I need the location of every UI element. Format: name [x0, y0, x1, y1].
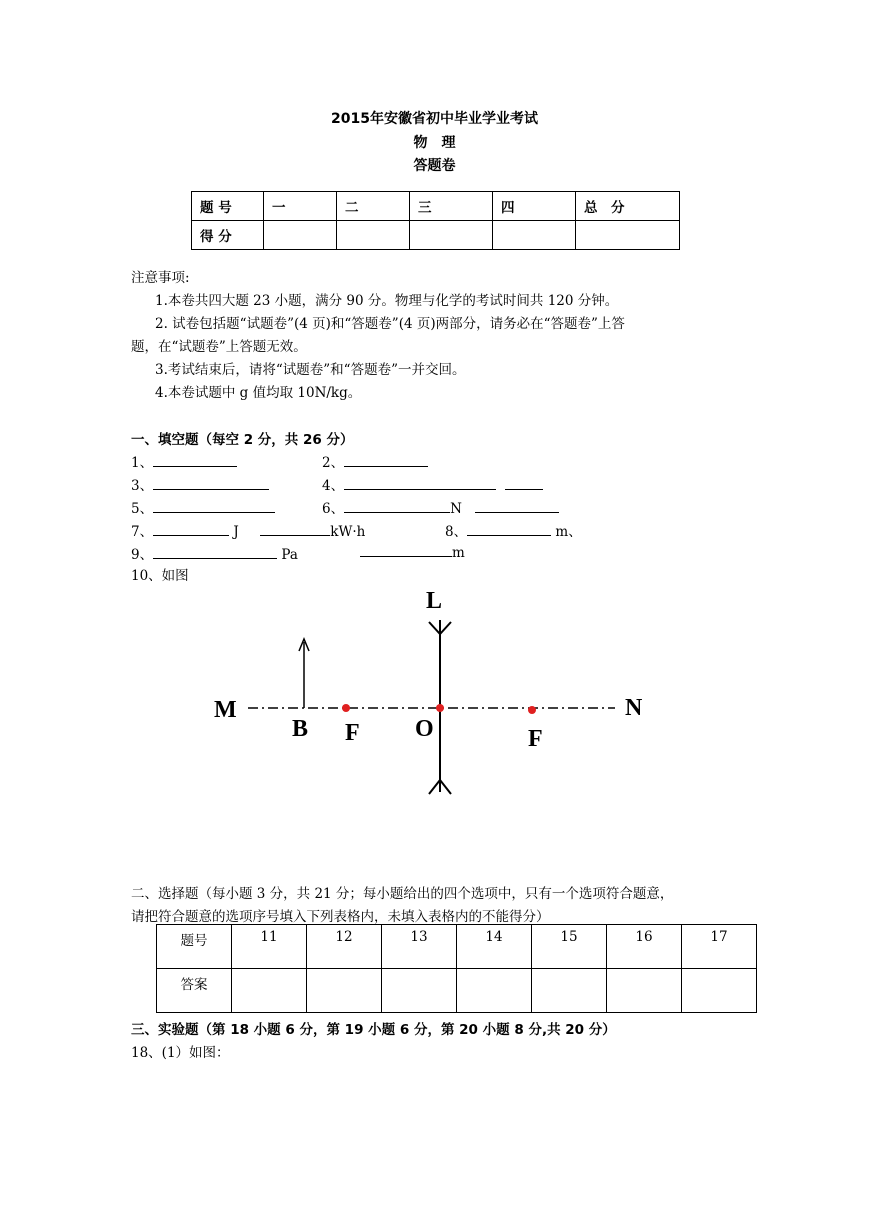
note-item: 2. 试卷包括题“试题卷”(4 页)和“答题卷”(4 页)两部分，请务必在“答题卷”上答: [155, 316, 625, 332]
exam-title: 2015年安徽省初中毕业学业考试: [331, 111, 538, 127]
question-number: 16: [607, 925, 682, 969]
q6-row: [322, 497, 559, 517]
label-B: B: [292, 716, 309, 742]
q9-row: [131, 543, 298, 563]
answer-cell[interactable]: [232, 969, 307, 1013]
answer-cell[interactable]: [532, 969, 607, 1013]
label-M: M: [214, 697, 237, 723]
question-number: 17: [682, 925, 757, 969]
q7-label: 7、: [131, 524, 154, 540]
section2-heading-line2: 请把符合题意的选项序号填入下列表格内，未填入表格内的不能得分）: [131, 909, 550, 925]
q2-blank[interactable]: [344, 453, 428, 467]
q7-row: [131, 520, 365, 540]
q5-blank[interactable]: [153, 499, 275, 513]
answer-row-label: 题号: [157, 925, 232, 969]
focal-point-right-dot: [528, 706, 536, 714]
q9-blank-1[interactable]: [153, 545, 277, 559]
note-item: 4.本卷试题中 g 值均取 10N/kg。: [155, 385, 362, 401]
q2-row: [322, 451, 428, 471]
q3-blank[interactable]: [153, 476, 269, 490]
q8-label: 8、: [445, 524, 468, 540]
score-header-cell: 二: [337, 192, 410, 221]
score-header-cell: 总 分: [576, 192, 680, 221]
note-item: 1.本卷共四大题 23 小题，满分 90 分。物理与化学的考试时间共 120 分钟。: [155, 293, 619, 309]
answer-cell[interactable]: [457, 969, 532, 1013]
q6-label: 6、: [322, 501, 345, 517]
sheet-type-title: 答题卷: [413, 158, 456, 174]
score-row-label: 得 分: [192, 221, 264, 250]
q1-blank[interactable]: [153, 453, 237, 467]
note-item: 题，在“试题卷”上答题无效。: [131, 339, 307, 355]
answer-cell[interactable]: [307, 969, 382, 1013]
answer-cell[interactable]: [382, 969, 457, 1013]
section3-heading: 三、实验题（第 18 小题 6 分，第 19 小题 6 分，第 20 小题 8 分,共 20 分）: [131, 1022, 616, 1038]
q10-label: 10、如图: [131, 568, 189, 584]
score-header-cell: 三: [410, 192, 493, 221]
q7-unit-1: J: [233, 524, 239, 540]
q8-blank[interactable]: [467, 522, 551, 536]
label-F-left: F: [345, 720, 360, 746]
q5-label: 5、: [131, 501, 154, 517]
q9-row-2: [360, 543, 465, 561]
answer-cell[interactable]: [607, 969, 682, 1013]
q4-blank-2[interactable]: [505, 476, 543, 490]
score-header-cell: 四: [493, 192, 576, 221]
question-number: 13: [382, 925, 457, 969]
q6-blank-1[interactable]: [344, 499, 450, 513]
focal-point-left-dot: [342, 704, 350, 712]
question-number: 15: [532, 925, 607, 969]
score-cell[interactable]: [410, 221, 493, 250]
score-table: [191, 191, 680, 250]
q6-blank-2[interactable]: [475, 499, 559, 513]
section2-heading-line1: 二、选择题（每小题 3 分，共 21 分；每小题给出的四个选项中，只有一个选项符合题意，: [131, 886, 674, 902]
q4-row: [322, 474, 543, 494]
q4-label: 4、: [322, 478, 345, 494]
q4-blank-1[interactable]: [344, 476, 496, 490]
answer-cell[interactable]: [682, 969, 757, 1013]
answer-label: 答案: [157, 969, 232, 1013]
label-F-right: F: [528, 726, 543, 752]
note-item: 3.考试结束后，请将“试题卷”和“答题卷”一并交回。: [155, 362, 466, 378]
q7-blank-2[interactable]: [260, 522, 330, 536]
q8-unit: m、: [555, 524, 582, 540]
q1-row: [131, 451, 237, 471]
question-number: 11: [232, 925, 307, 969]
score-header-cell: 题 号: [192, 192, 264, 221]
section1-heading: 一、填空题（每空 2 分，共 26 分）: [131, 432, 354, 448]
score-header-cell: 一: [264, 192, 337, 221]
subject-title: 物 理: [413, 135, 456, 151]
q6-unit: N: [450, 501, 462, 517]
label-O: O: [415, 716, 434, 742]
q2-label: 2、: [322, 455, 345, 471]
label-L: L: [426, 588, 443, 614]
label-N: N: [625, 695, 643, 721]
q3-row: [131, 474, 269, 494]
q5-row: [131, 497, 275, 517]
q9-unit-1: Pa: [281, 547, 298, 563]
q9-label: 9、: [131, 547, 154, 563]
answer-table: [156, 924, 757, 1013]
q9-unit-2: m: [452, 545, 465, 561]
question-number: 14: [457, 925, 532, 969]
q9-blank-2[interactable]: [360, 543, 452, 557]
q3-label: 3、: [131, 478, 154, 494]
score-cell[interactable]: [264, 221, 337, 250]
q1-label: 1、: [131, 455, 154, 471]
optics-diagram: [0, 580, 869, 810]
q18-label: 18、(1）如图：: [131, 1045, 230, 1061]
question-number: 12: [307, 925, 382, 969]
q7-blank-1[interactable]: [153, 522, 229, 536]
score-cell[interactable]: [493, 221, 576, 250]
score-cell[interactable]: [337, 221, 410, 250]
optical-center-dot: [436, 704, 444, 712]
score-cell[interactable]: [576, 221, 680, 250]
notes-heading: 注意事项:: [131, 270, 190, 286]
q8-row: [445, 520, 582, 540]
q7-unit-2: kW·h: [330, 524, 366, 540]
